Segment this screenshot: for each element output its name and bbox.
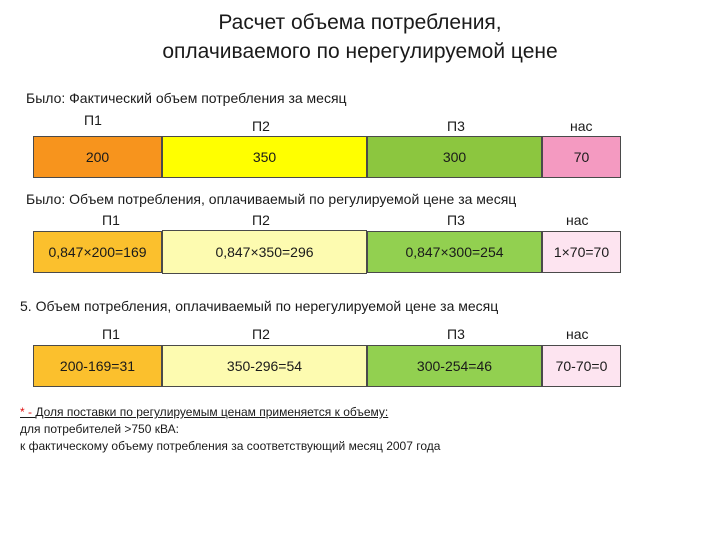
section2-label-nas: нас bbox=[566, 212, 589, 228]
page-title bbox=[0, 8, 720, 66]
section3-label-p1: П1 bbox=[102, 326, 120, 342]
section2-box-p2: 0,847×350=296 bbox=[162, 230, 367, 274]
title-line-1: Расчет объема потребления, bbox=[218, 11, 502, 34]
footnote-line-1 bbox=[20, 405, 388, 419]
footnote-text-1: Доля поставки по регулируемым ценам применяется к объему: bbox=[35, 405, 389, 419]
section1-label-p2: П2 bbox=[252, 118, 270, 134]
section3-heading: 5. Объем потребления, оплачиваемый по нерегулируемой цене за месяц bbox=[20, 298, 499, 314]
footnote-line-2: для потребителей >750 кВА: bbox=[20, 422, 179, 436]
section2-box-nas: 1×70=70 bbox=[542, 231, 621, 273]
section3-box-p3: 300-254=46 bbox=[367, 345, 542, 387]
section3-box-p1: 200-169=31 bbox=[33, 345, 162, 387]
section2-label-p3: П3 bbox=[447, 212, 465, 228]
section1-heading: Было: Фактический объем потребления за месяц bbox=[26, 90, 347, 106]
section2-heading: Было: Объем потребления, оплачиваемый по регулируемой цене за месяц bbox=[26, 191, 517, 207]
section2-label-p1: П1 bbox=[102, 212, 120, 228]
section1-box-p3: 300 bbox=[367, 136, 542, 178]
section1-box-p2: 350 bbox=[162, 136, 367, 178]
section2-box-p3: 0,847×300=254 bbox=[367, 231, 542, 273]
section1-label-p1: П1 bbox=[84, 112, 102, 128]
section3-box-p2: 350-296=54 bbox=[162, 345, 367, 387]
title-line-2: оплачиваемого по нерегулируемой цене bbox=[162, 40, 558, 63]
section2-label-p2: П2 bbox=[252, 212, 270, 228]
section1-label-p3: П3 bbox=[447, 118, 465, 134]
footnote-line-3: к фактическому объему потребления за соответствующий месяц 2007 года bbox=[20, 439, 441, 453]
footnote-star: * - bbox=[20, 405, 36, 419]
section3-label-nas: нас bbox=[566, 326, 589, 342]
section1-box-nas: 70 bbox=[542, 136, 621, 178]
section3-box-nas: 70-70=0 bbox=[542, 345, 621, 387]
section1-box-p1: 200 bbox=[33, 136, 162, 178]
section2-box-p1: 0,847×200=169 bbox=[33, 231, 162, 273]
section3-label-p2: П2 bbox=[252, 326, 270, 342]
section3-label-p3: П3 bbox=[447, 326, 465, 342]
section1-label-nas: нас bbox=[570, 118, 593, 134]
